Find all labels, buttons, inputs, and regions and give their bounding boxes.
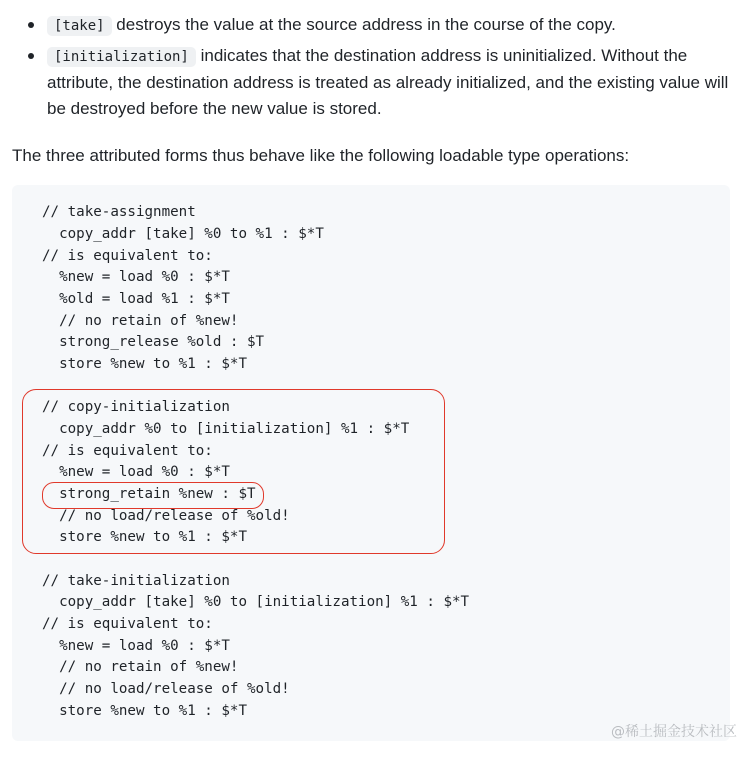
code-line: // copy-initialization <box>42 399 230 415</box>
inline-code-take: [take] <box>47 16 112 36</box>
code-line: store %new to %1 : $*T <box>42 529 247 545</box>
code-line: store %new to %1 : $*T <box>42 703 247 719</box>
code-line: // is equivalent to: <box>42 443 213 459</box>
code-line: // is equivalent to: <box>42 248 213 264</box>
code-line: copy_addr [take] %0 to %1 : $*T <box>42 226 324 242</box>
code-line: copy_addr [take] %0 to [initialization] %1 : $*T <box>42 594 470 610</box>
code-line: copy_addr %0 to [initialization] %1 : $*T <box>42 421 410 437</box>
bullet-dot-icon <box>28 22 34 28</box>
code-line: strong_release %old : $T <box>42 334 265 350</box>
code-line: // take-assignment <box>42 204 196 220</box>
bullet-dot-icon <box>28 53 34 59</box>
bullet-list <box>0 12 740 126</box>
code-line: %new = load %0 : $*T <box>42 638 230 654</box>
watermark: @稀土掘金技术社区 <box>611 724 737 740</box>
code-line: // take-initialization <box>42 573 230 589</box>
code-line: // is equivalent to: <box>42 616 213 632</box>
code-line: // no retain of %new! <box>42 659 239 675</box>
code-line: %new = load %0 : $*T <box>42 464 230 480</box>
code-line: store %new to %1 : $*T <box>42 356 247 372</box>
inline-code-initialization: [initialization] <box>47 47 196 67</box>
bullet-take <box>0 12 740 39</box>
code-line: // no load/release of %old! <box>42 508 290 524</box>
bullet-initialization <box>0 43 740 122</box>
bullet-text-take: destroys the value at the source address in the course of the copy. <box>111 15 616 34</box>
code-line: %old = load %1 : $*T <box>42 291 230 307</box>
code-block <box>12 185 730 741</box>
intro-paragraph: The three attributed forms thus behave like the following loadable type operations: <box>12 146 630 165</box>
code-line: // no retain of %new! <box>42 313 239 329</box>
code-line: %new = load %0 : $*T <box>42 269 230 285</box>
code-line: strong_retain %new : $T <box>42 486 256 502</box>
code-line: // no load/release of %old! <box>42 681 290 697</box>
bullet-text-initialization: indicates that the destination address is uninitialized. Without the attribute, the destination address is treated as already initialized, and the existing value will be destroyed before the new value is stored. <box>47 46 729 118</box>
